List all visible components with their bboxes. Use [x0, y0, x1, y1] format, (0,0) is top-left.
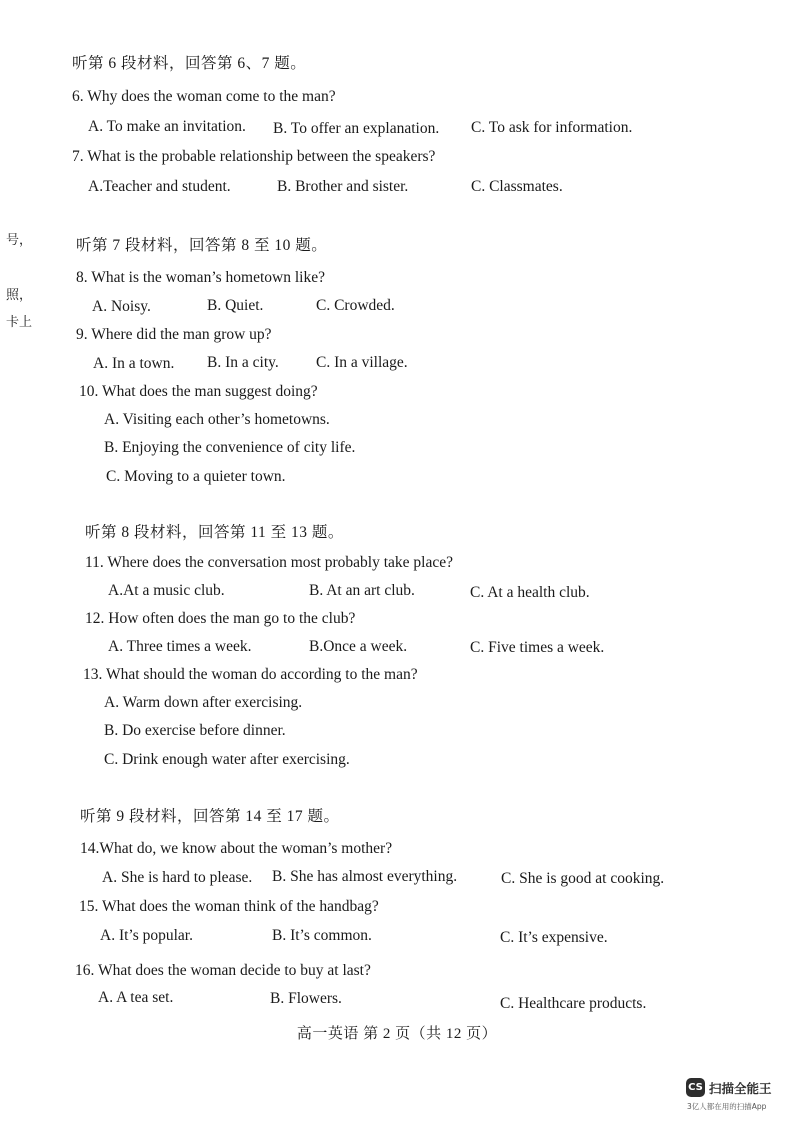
question-7-option-a: A.Teacher and student.: [88, 178, 231, 195]
question-14-option-b: B. She has almost everything.: [272, 868, 458, 885]
question-9-option-c: C. In a village.: [316, 354, 408, 371]
question-14-option-c: C. She is good at cooking.: [501, 870, 665, 887]
section-heading-6: 听第 6 段材料，回答第 6、7 题。: [72, 55, 307, 72]
question-10-stem: 10. What does the man suggest doing?: [79, 383, 318, 400]
question-12-option-a: A. Three times a week.: [108, 638, 252, 655]
question-7-option-b: B. Brother and sister.: [277, 178, 409, 195]
question-7-option-c: C. Classmates.: [471, 178, 563, 195]
question-10-option-c: C. Moving to a quieter town.: [106, 468, 286, 485]
question-12-option-b: B.Once a week.: [309, 638, 408, 655]
question-16-option-c: C. Healthcare products.: [500, 995, 647, 1012]
section-heading-9: 听第 9 段材料，回答第 14 至 17 题。: [80, 808, 340, 825]
question-8-option-a: A. Noisy.: [92, 298, 151, 315]
question-12-stem: 12. How often does the man go to the club?: [85, 610, 356, 627]
question-7-stem: 7. What is the probable relationship between the speakers?: [72, 148, 436, 165]
question-15-stem: 15. What does the woman think of the handbag?: [79, 898, 379, 915]
question-8-stem: 8. What is the woman’s hometown like?: [76, 269, 325, 286]
question-15-option-b: B. It’s common.: [272, 927, 372, 944]
question-13-option-c: C. Drink enough water after exercising.: [104, 751, 350, 768]
question-6-option-c: C. To ask for information.: [471, 119, 633, 136]
question-9-option-b: B. In a city.: [207, 354, 279, 371]
scanner-tagline: 3亿人都在用的扫描App: [687, 1102, 767, 1111]
question-11-stem: 11. Where does the conversation most probably take place?: [85, 554, 453, 571]
margin-fragment-2: 照，: [6, 288, 33, 303]
question-9-option-a: A. In a town.: [93, 355, 175, 372]
question-13-option-b: B. Do exercise before dinner.: [104, 722, 286, 739]
question-11-option-a: A.At a music club.: [108, 582, 225, 599]
question-10-option-a: A. Visiting each other’s hometowns.: [104, 411, 330, 428]
question-13-option-a: A. Warm down after exercising.: [104, 694, 303, 711]
section-heading-7: 听第 7 段材料，回答第 8 至 10 题。: [76, 237, 328, 254]
question-6-stem: 6. Why does the woman come to the man?: [72, 88, 336, 105]
margin-fragment-1: 号，: [6, 233, 33, 248]
question-13-stem: 13. What should the woman do according to the man?: [83, 666, 418, 683]
question-14-stem: 14.What do, we know about the woman’s mother?: [80, 840, 393, 857]
question-6-option-a: A. To make an invitation.: [88, 118, 246, 135]
page-footer: 高一英语 第 2 页（共 12 页）: [296, 1026, 498, 1042]
question-16-option-b: B. Flowers.: [270, 990, 342, 1007]
question-14-option-a: A. She is hard to please.: [102, 869, 253, 886]
question-9-stem: 9. Where did the man grow up?: [76, 326, 272, 343]
question-10-option-b: B. Enjoying the convenience of city life.: [104, 439, 356, 456]
question-11-option-c: C. At a health club.: [470, 584, 590, 601]
question-16-option-a: A. A tea set.: [98, 989, 174, 1006]
question-11-option-b: B. At an art club.: [309, 582, 415, 599]
question-15-option-a: A. It’s popular.: [100, 927, 193, 944]
question-15-option-c: C. It’s expensive.: [500, 929, 608, 946]
scanner-watermark: [686, 1078, 782, 1112]
camscanner-logo-icon: CS: [686, 1078, 705, 1097]
question-8-option-c: C. Crowded.: [316, 297, 395, 314]
question-6-option-b: B. To offer an explanation.: [273, 120, 440, 137]
margin-fragment-3: 卡上: [6, 315, 33, 330]
question-16-stem: 16. What does the woman decide to buy at last?: [75, 962, 371, 979]
question-12-option-c: C. Five times a week.: [470, 639, 605, 656]
section-heading-8: 听第 8 段材料，回答第 11 至 13 题。: [85, 524, 344, 541]
scanner-app-name: 扫描全能王: [709, 1081, 772, 1096]
question-8-option-b: B. Quiet.: [207, 297, 264, 314]
